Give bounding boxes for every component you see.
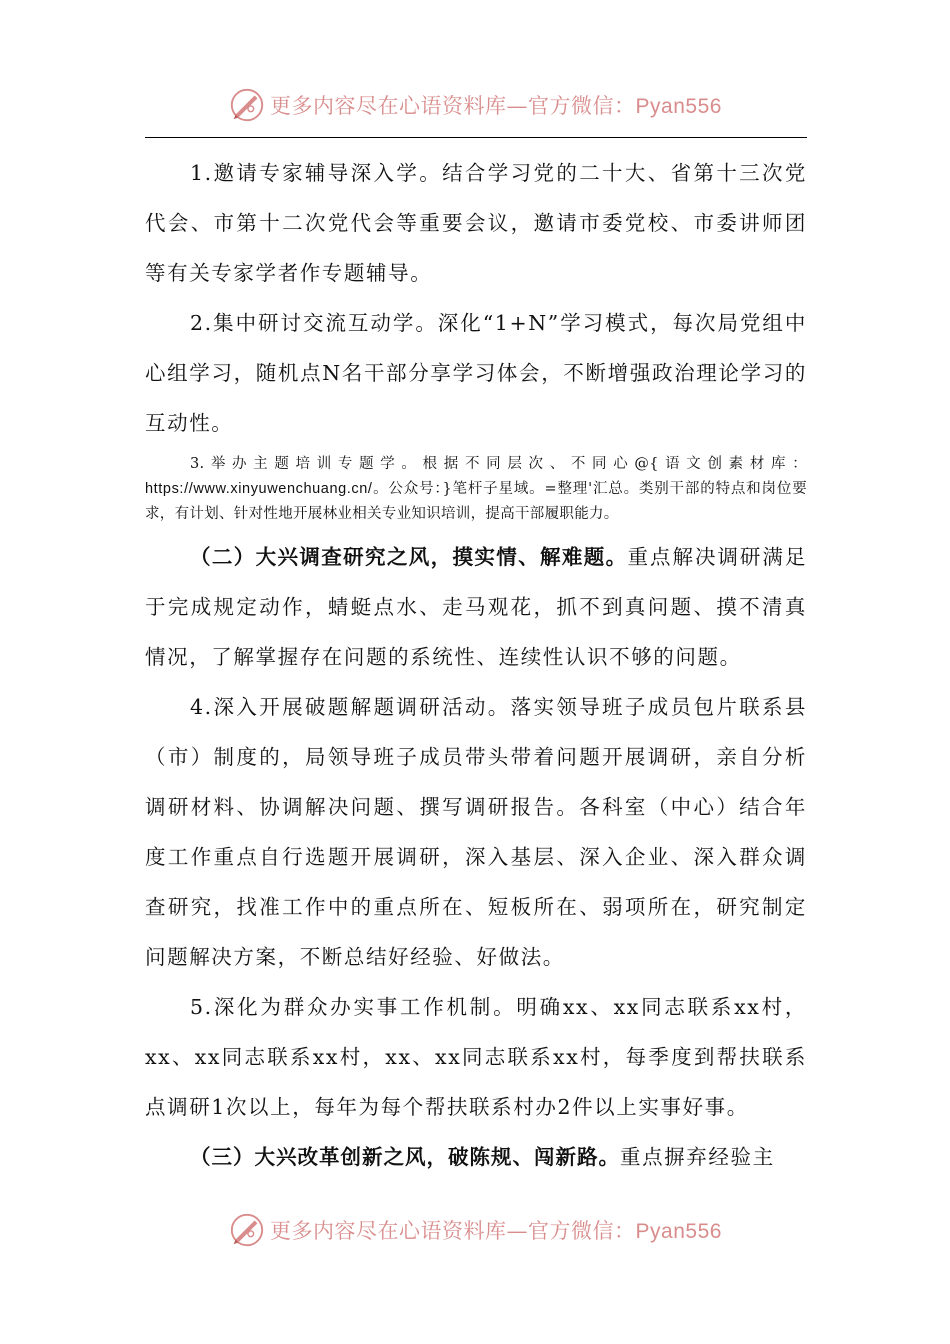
pen-logo-icon xyxy=(228,86,266,124)
paragraph-4: 4.深入开展破题解题调研活动。落实领导班子成员包片联系县（市）制度的，局领导班子成员带头带着问题开展调研，亲自分析调研材料、协调解决问题、撰写调研报告。各科室（中心）结合年度工作重点自行选题开展调研，深入基层、深入企业、深入群众调查研究，找准工作中的重点所在、短板所在、弱项所在，研究制定问题解决方案，不断总结好经验、好做法。 xyxy=(145,695,807,969)
paragraph-3-text-a: 3.举办主题培训专题学。根据不同层次、不同心@{语文创素材库： xyxy=(190,456,807,472)
paragraph-3 xyxy=(145,452,807,527)
section-3-heading: （三）大兴改革创新之风，破陈规、闯新路。 xyxy=(190,1145,620,1169)
paragraph-2: 2.集中研讨交流互动学。深化“1+N”学习模式，每次局党组中心组学习，随机点N名干部分享学习体会，不断增强政治理论学习的互动性。 xyxy=(145,311,807,435)
section-3-paragraph xyxy=(145,1132,807,1182)
watermark-text: 更多内容尽在心语资料库—官方微信：Pyan556 xyxy=(270,1219,722,1243)
pen-logo-icon xyxy=(228,1211,266,1249)
document-body xyxy=(145,148,807,1182)
header-divider xyxy=(145,137,807,138)
section-2-paragraph xyxy=(145,532,807,682)
watermark-wechat-id: Pyan556 xyxy=(635,95,722,118)
paragraph-1: 1.邀请专家辅导深入学。结合学习党的二十大、省第十三次党代会、市第十二次党代会等重要会议，邀请市委党校、市委讲师团等有关专家学者作专题辅导。 xyxy=(145,161,807,285)
watermark-text: 更多内容尽在心语资料库—官方微信：Pyan556 xyxy=(270,94,722,118)
paragraph-3-url: https://www.xinyuwenchuang.cn/ xyxy=(145,481,373,497)
section-2-heading: （二）大兴调查研究之风，摸实情、解难题。 xyxy=(190,545,628,569)
footer-watermark xyxy=(0,1208,950,1252)
section-3-text: 重点摒弃经验主 xyxy=(620,1145,775,1169)
header-watermark xyxy=(0,83,950,127)
watermark-wechat-id: Pyan556 xyxy=(635,1220,722,1243)
paragraph-5: 5.深化为群众办实事工作机制。明确xx、xx同志联系xx村，xx、xx同志联系xx村，xx、xx同志联系xx村，每季度到帮扶联系点调研1次以上，每年为每个帮扶联系村办2件以上实事好事。 xyxy=(145,995,807,1119)
paragraph-3-text-b: 。公众号：}笔杆子星域。=整理'汇总。类别干部的特点和岗位要求，有计划、针对性地开展林业相关专业知识培训，提高干部履职能力。 xyxy=(145,481,807,522)
section-2-text: 重点解决调研满足于完成规定动作，蜻蜓点水、走马观花，抓不到真问题、摸不清真情况，了解掌握存在问题的系统性、连续性认识不够的问题。 xyxy=(145,545,807,669)
